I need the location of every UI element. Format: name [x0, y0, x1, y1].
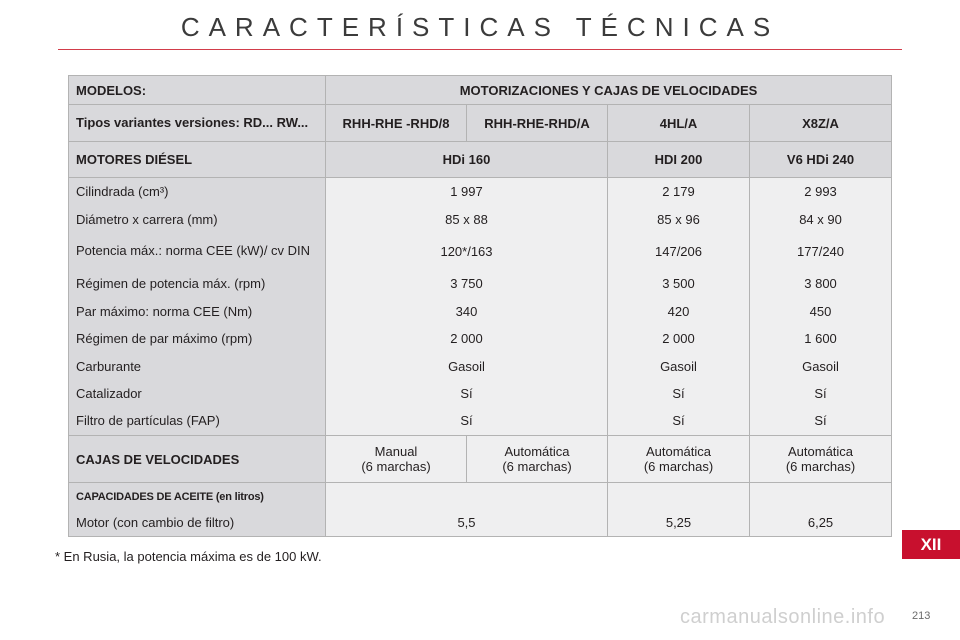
row-value: 85 x 88: [326, 206, 608, 233]
gearbox-gears: (6 marchas): [361, 459, 431, 474]
row-value: 3 750: [326, 270, 608, 298]
table-header-row: [69, 76, 892, 105]
row-value: 1 600: [750, 325, 892, 353]
table-row: [69, 206, 892, 233]
diesel-col-3: V6 HDi 240: [750, 142, 892, 178]
engines-header: MOTORIZACIONES Y CAJAS DE VELOCIDADES: [326, 76, 892, 105]
row-value: 3 800: [750, 270, 892, 298]
models-label: MODELOS:: [69, 76, 326, 105]
page-title: CARACTERÍSTICAS TÉCNICAS: [180, 12, 780, 42]
footnote: * En Rusia, la potencia máxima es de 100 kW.: [55, 549, 322, 564]
chapter-tab: XII: [902, 530, 960, 559]
page-number: 213: [912, 610, 931, 622]
diesel-col-1: HDi 160: [326, 142, 608, 178]
row-value: Sí: [750, 407, 892, 436]
oil-empty-cell: [608, 483, 750, 509]
row-value: 6,25: [750, 509, 892, 537]
row-value: 2 000: [326, 325, 608, 353]
oil-capacity-label-text: CAPACIDADES DE ACEITE (en litros): [76, 491, 264, 504]
row-value: Sí: [326, 380, 608, 407]
gearbox-value: [467, 436, 608, 483]
row-value: 3 500: [608, 270, 750, 298]
row-value: 450: [750, 298, 892, 325]
row-value: 84 x 90: [750, 206, 892, 233]
row-value: Gasoil: [750, 353, 892, 380]
variant-col-1: RHH-RHE -RHD/8: [326, 105, 467, 142]
variant-col-3: 4HL/A: [608, 105, 750, 142]
row-value: 5,25: [608, 509, 750, 537]
table-row: [69, 298, 892, 325]
oil-capacity-label: [69, 483, 326, 509]
row-value: Sí: [750, 380, 892, 407]
row-value: 2 000: [608, 325, 750, 353]
row-label: Carburante: [69, 353, 326, 380]
row-value: 5,5: [326, 509, 608, 537]
gearbox-value: [750, 436, 892, 483]
row-value: Gasoil: [326, 353, 608, 380]
row-value: Sí: [608, 380, 750, 407]
table-row: [69, 270, 892, 298]
title-divider: [58, 49, 902, 50]
oil-header-row: [69, 483, 892, 509]
table-row: [69, 353, 892, 380]
gearbox-gears: (6 marchas): [785, 459, 856, 474]
diesel-label: MOTORES DIÉSEL: [69, 142, 326, 178]
row-value: 2 179: [608, 178, 750, 206]
row-value: 147/206: [608, 233, 750, 270]
row-value: 177/240: [750, 233, 892, 270]
gearbox-type: Manual: [374, 444, 418, 459]
diesel-row: [69, 142, 892, 178]
table-row: [69, 178, 892, 206]
row-label: Potencia máx.: norma CEE (kW)/ cv DIN: [69, 233, 326, 270]
row-value: Gasoil: [608, 353, 750, 380]
row-value: 420: [608, 298, 750, 325]
row-value: 120*/163: [326, 233, 608, 270]
row-value: Sí: [326, 407, 608, 436]
gearbox-value: [326, 436, 467, 483]
table-row: [69, 233, 892, 270]
variants-label: Tipos variantes versiones: RD... RW...: [69, 105, 326, 142]
row-label: Régimen de potencia máx. (rpm): [69, 270, 326, 298]
specifications-table: [68, 75, 892, 537]
gearbox-value: [608, 436, 750, 483]
row-label: Motor (con cambio de filtro): [69, 509, 326, 537]
row-label: Par máximo: norma CEE (Nm): [69, 298, 326, 325]
table-row: [69, 509, 892, 537]
row-label: Cilindrada (cm³): [69, 178, 326, 206]
gearbox-type: Automática: [788, 444, 854, 459]
variant-col-4: X8Z/A: [750, 105, 892, 142]
oil-empty-cell: [750, 483, 892, 509]
table-row: [69, 380, 892, 407]
gearbox-row: [69, 436, 892, 483]
gearbox-gears: (6 marchas): [502, 459, 572, 474]
row-label: Filtro de partículas (FAP): [69, 407, 326, 436]
row-value: Sí: [608, 407, 750, 436]
row-value: 85 x 96: [608, 206, 750, 233]
table-row: [69, 325, 892, 353]
row-value: 2 993: [750, 178, 892, 206]
oil-empty-cell: [326, 483, 608, 509]
row-label: Catalizador: [69, 380, 326, 407]
row-label: Diámetro x carrera (mm): [69, 206, 326, 233]
row-value: 340: [326, 298, 608, 325]
diesel-col-2: HDI 200: [608, 142, 750, 178]
gearbox-type: Automática: [504, 444, 570, 459]
variants-row: [69, 105, 892, 142]
gearbox-label: CAJAS DE VELOCIDADES: [69, 436, 326, 483]
gearbox-gears: (6 marchas): [643, 459, 714, 474]
row-label: Régimen de par máximo (rpm): [69, 325, 326, 353]
gearbox-type: Automática: [645, 444, 712, 459]
table-row: [69, 407, 892, 436]
variant-col-2: RHH-RHE-RHD/A: [467, 105, 608, 142]
row-value: 1 997: [326, 178, 608, 206]
watermark: carmanualsonline.info: [680, 606, 886, 628]
